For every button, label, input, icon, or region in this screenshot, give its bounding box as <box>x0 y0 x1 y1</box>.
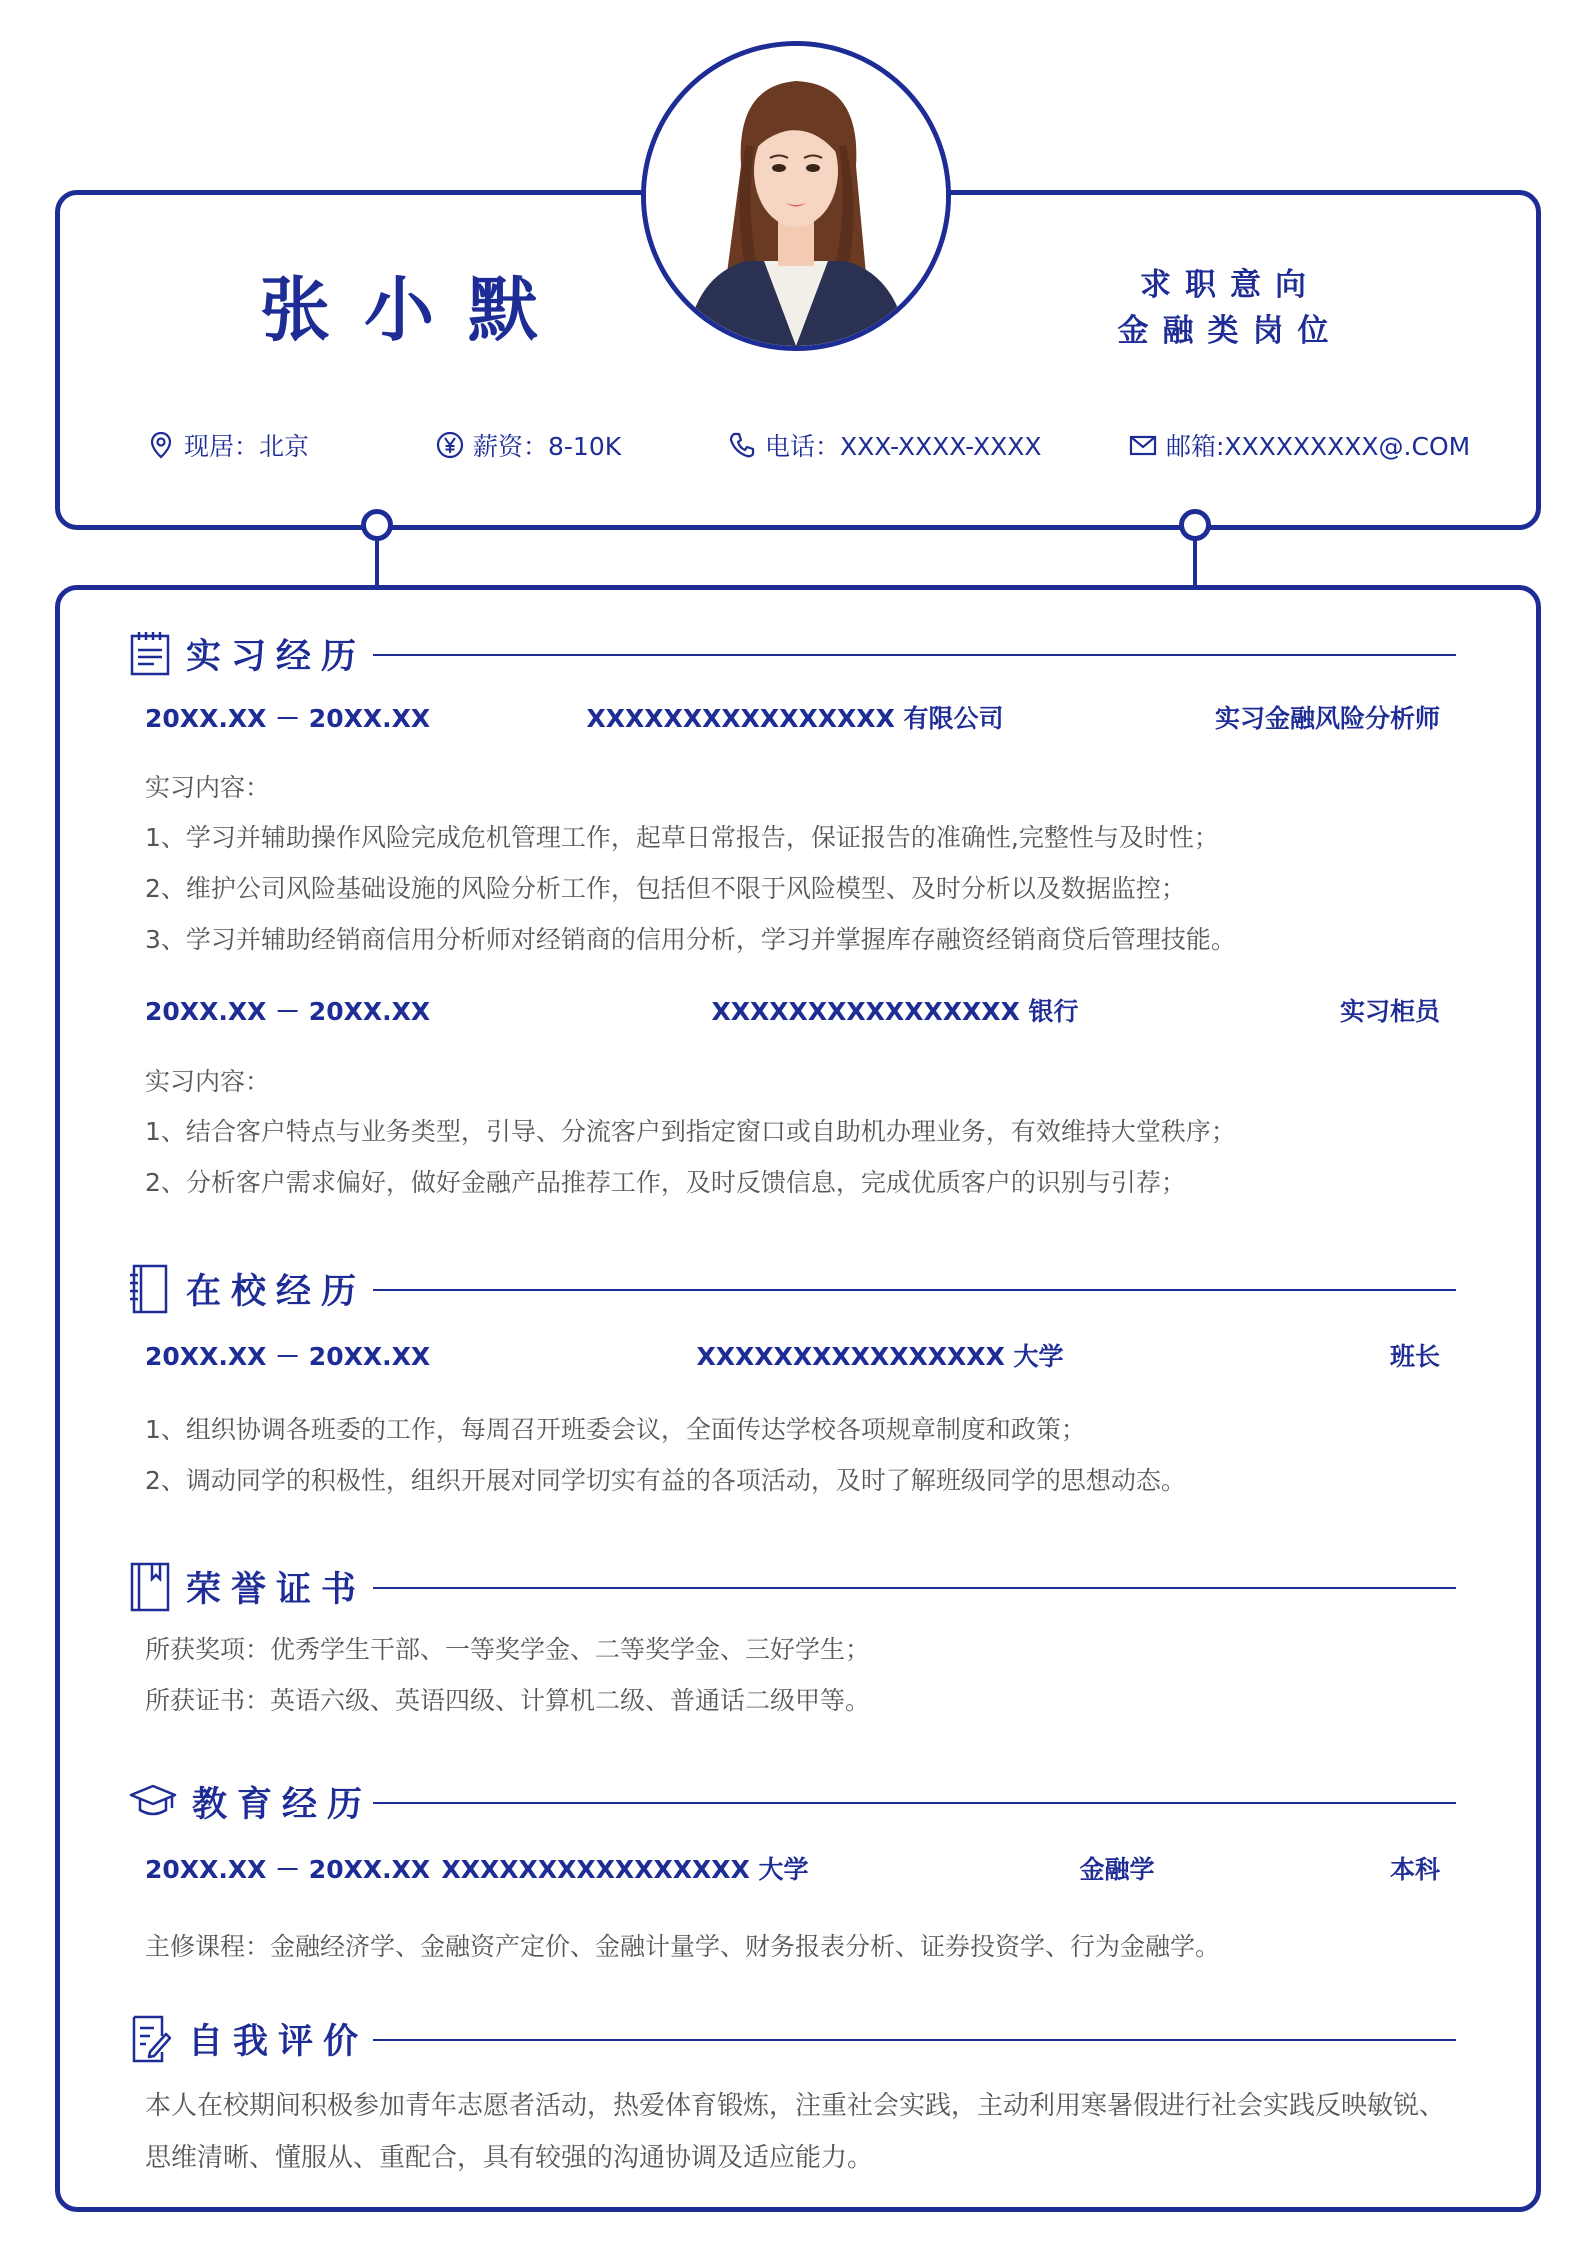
location-info <box>146 425 309 465</box>
section-divider <box>373 1802 1456 1804</box>
section-title: 教育经历 <box>192 1785 373 1825</box>
list-item: 所获证书：英语六级、英语四级、计算机二级、普通话二级甲等。 <box>145 1686 871 1715</box>
education-major: 金融学 <box>1079 1855 1155 1884</box>
campus-row <box>145 1337 1440 1377</box>
job-period: 20XX.XX － 20XX.XX <box>145 997 431 1026</box>
list-item: 所获奖项：优秀学生干部、一等奖学金、二等奖学金、三好学生； <box>145 1635 871 1664</box>
job-org: XXXXXXXXXXXXXXXX 有限公司 <box>586 704 1004 733</box>
section-title: 自我评价 <box>188 2022 369 2062</box>
job-role: 实习柜员 <box>1339 997 1440 1026</box>
section-title: 荣誉证书 <box>186 1570 367 1610</box>
campus-org: XXXXXXXXXXXXXXXX 大学 <box>696 1342 1064 1371</box>
section-honors <box>128 1560 366 1614</box>
content-label: 实习内容： <box>145 1067 271 1096</box>
campus-period: 20XX.XX － 20XX.XX <box>145 1342 431 1371</box>
salary-info <box>435 425 621 465</box>
notebook-icon <box>128 1263 172 1315</box>
mail-icon <box>1128 430 1158 460</box>
courses-text: 主修课程：金融经济学、金融资产定价、金融计量学、财务报表分析、证券投资学、行为金融学。 <box>145 1932 1221 1961</box>
section-self-eval <box>128 2012 368 2066</box>
job-period: 20XX.XX － 20XX.XX <box>145 704 431 733</box>
job-role: 实习金融风险分析师 <box>1214 704 1440 733</box>
section-title: 实习经历 <box>186 637 367 677</box>
connector-left <box>375 540 379 588</box>
candidate-name: 张小默 <box>260 269 572 351</box>
self-eval-text: 本人在校期间积极参加青年志愿者活动，热爱体育锻炼，注重社会实践，主动利用寒暑假进行社会实践反映敏锐、思维清晰、懂服从、重配合，具有较强的沟通协调及适应能力。 <box>145 2091 1446 2173</box>
list-item: 1、组织协调各班委的工作，每周召开班委会议，全面传达学校各项规章制度和政策； <box>145 1415 1086 1444</box>
job-intent-title: 求职意向 <box>1140 267 1320 303</box>
section-divider <box>373 2039 1456 2041</box>
location-text: 现居：北京 <box>184 432 310 461</box>
job-row <box>145 992 1440 1032</box>
section-divider <box>373 1587 1456 1589</box>
section-campus <box>128 1262 366 1316</box>
location-pin-icon <box>146 430 176 460</box>
section-title: 在校经历 <box>186 1272 367 1312</box>
email-info <box>1128 425 1470 465</box>
section-internship <box>128 627 366 681</box>
campus-role: 班长 <box>1389 1342 1440 1371</box>
phone-icon <box>727 430 757 460</box>
connector-dot-left <box>361 509 393 541</box>
job-intent-value: 金融类岗位 <box>1117 313 1343 349</box>
avatar <box>641 41 951 351</box>
phone-text: 电话：XXX-XXXX-XXXX <box>765 432 1042 461</box>
education-period: 20XX.XX － 20XX.XX <box>145 1855 431 1884</box>
content-label: 实习内容： <box>145 773 271 802</box>
section-education <box>128 1775 372 1829</box>
connector-dot-right <box>1179 509 1211 541</box>
education-row <box>145 1850 1440 1890</box>
email-text: 邮箱:XXXXXXXXX@.COM <box>1166 432 1471 461</box>
note-edit-icon <box>128 2014 174 2064</box>
education-degree: 本科 <box>1389 1855 1440 1884</box>
certificate-book-icon <box>128 1561 172 1613</box>
list-item: 2、分析客户需求偏好，做好金融产品推荐工作，及时反馈信息，完成优质客户的识别与引荐； <box>145 1168 1186 1197</box>
yen-icon <box>435 430 465 460</box>
notepad-icon <box>128 630 172 678</box>
job-intent <box>1110 262 1350 354</box>
section-divider <box>373 1289 1456 1291</box>
list-item: 1、结合客户特点与业务类型，引导、分流客户到指定窗口或自助机办理业务，有效维持大堂秩序； <box>145 1117 1236 1146</box>
salary-text: 薪资：8-10K <box>473 432 622 461</box>
list-item: 2、维护公司风险基础设施的风险分析工作，包括但不限于风险模型、及时分析以及数据监控； <box>145 874 1186 903</box>
section-divider <box>373 654 1456 656</box>
education-school: XXXXXXXXXXXXXXXX 大学 <box>441 1855 809 1884</box>
phone-info <box>727 425 1041 465</box>
job-row <box>145 699 1440 739</box>
list-item: 1、学习并辅助操作风险完成危机管理工作，起草日常报告，保证报告的准确性,完整性与及时性； <box>145 823 1219 852</box>
list-item: 3、学习并辅助经销商信用分析师对经销商的信用分析，学习并掌握库存融资经销商贷后管理技能。 <box>145 925 1236 954</box>
job-org: XXXXXXXXXXXXXXXX 银行 <box>711 997 1079 1026</box>
connector-right <box>1193 540 1197 588</box>
list-item: 2、调动同学的积极性，组织开展对同学切实有益的各项活动，及时了解班级同学的思想动态。 <box>145 1466 1186 1495</box>
graduation-cap-icon <box>128 1782 178 1822</box>
